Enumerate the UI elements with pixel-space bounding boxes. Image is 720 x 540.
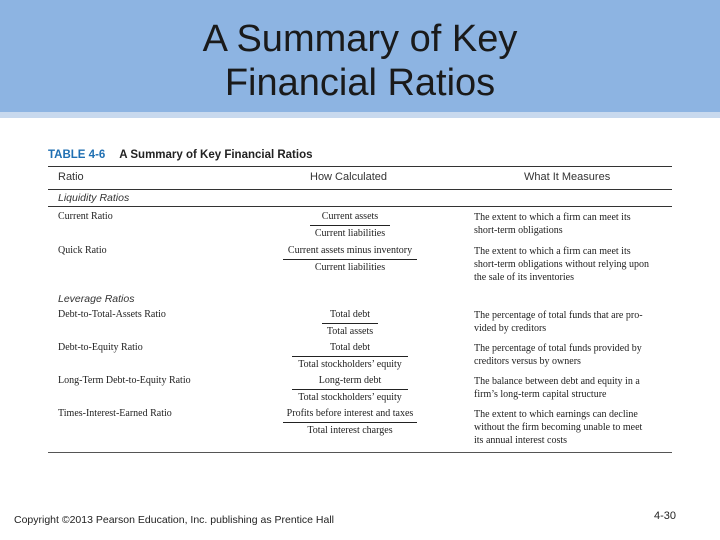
ratio-name: Debt-to-Equity Ratio: [58, 342, 143, 353]
formula-numerator: Total debt: [329, 342, 371, 353]
ratio-formula: [280, 408, 420, 437]
table-row-debt-to-equity: [48, 342, 672, 375]
ratio-measure: [474, 245, 674, 284]
measure-line: The percentage of total funds that are pro-: [474, 310, 643, 321]
ratio-name: Long-Term Debt-to-Equity Ratio: [58, 375, 191, 386]
formula-denominator: Current liabilities: [314, 262, 386, 273]
table-bottom-rule: [48, 452, 672, 453]
table-row-debt-to-total-assets: [48, 309, 672, 342]
slide-title-line-1: A Summary of Key: [202, 18, 518, 60]
ratio-name: Debt-to-Total-Assets Ratio: [58, 309, 166, 320]
measure-line: without the firm becoming unable to meet: [474, 422, 643, 433]
formula-numerator: Total debt: [329, 309, 371, 320]
measure-line: The extent to which earnings can decline: [474, 409, 638, 420]
fraction-bar: [322, 323, 378, 324]
measure-line: short-term obligations without relying upon: [474, 259, 649, 270]
measure-line: The extent to which a firm can meet its: [474, 246, 631, 257]
table-row-times-interest-earned: [48, 408, 672, 452]
ratio-measure: [474, 408, 674, 447]
ratio-name: Quick Ratio: [58, 245, 107, 256]
fraction-bar: [292, 389, 408, 390]
measure-line: The extent to which a firm can meet its: [474, 212, 631, 223]
section-heading-liquidity: Liquidity Ratios: [48, 190, 672, 207]
table-row-quick-ratio: [48, 245, 672, 291]
ratio-measure: [474, 342, 674, 368]
formula-denominator: Current liabilities: [314, 228, 386, 239]
fraction-bar: [283, 422, 417, 423]
financial-ratios-table: [48, 146, 672, 452]
ratio-name: Times-Interest-Earned Ratio: [58, 408, 172, 419]
measure-line: the sale of its inventories: [474, 272, 574, 283]
formula-numerator: Current assets: [321, 211, 379, 222]
measure-line: short-term obligations: [474, 225, 563, 236]
table-caption: [48, 146, 672, 167]
ratio-name: Current Ratio: [58, 211, 113, 222]
measure-line: The balance between debt and equity in a: [474, 376, 640, 387]
fraction-bar: [283, 259, 417, 260]
slide-title-banner: [0, 0, 720, 118]
measure-line: vided by creditors: [474, 323, 547, 334]
table-row-current-ratio: [48, 211, 672, 245]
ratio-measure: [474, 211, 674, 237]
formula-denominator: Total stockholders’ equity: [298, 359, 402, 370]
section-heading-leverage: Leverage Ratios: [58, 293, 135, 305]
ratio-formula: [280, 245, 420, 274]
ratio-formula: [280, 211, 420, 240]
formula-numerator: Long-term debt: [318, 375, 382, 386]
table-header-row: [48, 167, 672, 190]
fraction-bar: [310, 225, 390, 226]
table-label: TABLE 4-6: [48, 149, 106, 161]
ratio-formula: [280, 309, 420, 338]
measure-line: The percentage of total funds provided by: [474, 343, 642, 354]
measure-line: firm’s long-term capital structure: [474, 389, 607, 400]
slide-title-line-2: Financial Ratios: [224, 62, 496, 104]
fraction-bar: [292, 356, 408, 357]
table-title: A Summary of Key Financial Ratios: [119, 149, 313, 161]
ratio-measure: [474, 375, 674, 401]
column-header-how-calculated: How Calculated: [310, 171, 388, 183]
table-row-long-term-debt-to-equity: [48, 375, 672, 408]
formula-denominator: Total assets: [326, 326, 374, 337]
column-header-what-it-measures: What It Measures: [524, 171, 611, 183]
formula-numerator: Current assets minus inventory: [287, 245, 413, 256]
measure-line: its annual interest costs: [474, 435, 568, 446]
copyright-footer: Copyright ©2013 Pearson Education, Inc. publishing as Prentice Hall: [14, 514, 335, 526]
ratio-formula: [280, 375, 420, 404]
ratio-formula: [280, 342, 420, 371]
formula-denominator: Total interest charges: [307, 425, 393, 436]
column-header-ratio: Ratio: [58, 171, 84, 183]
page-number: 4-30: [654, 510, 677, 522]
measure-line: creditors versus by owners: [474, 356, 581, 367]
formula-numerator: Profits before interest and taxes: [286, 408, 414, 419]
ratio-measure: [474, 309, 674, 335]
formula-denominator: Total stockholders’ equity: [298, 392, 402, 403]
